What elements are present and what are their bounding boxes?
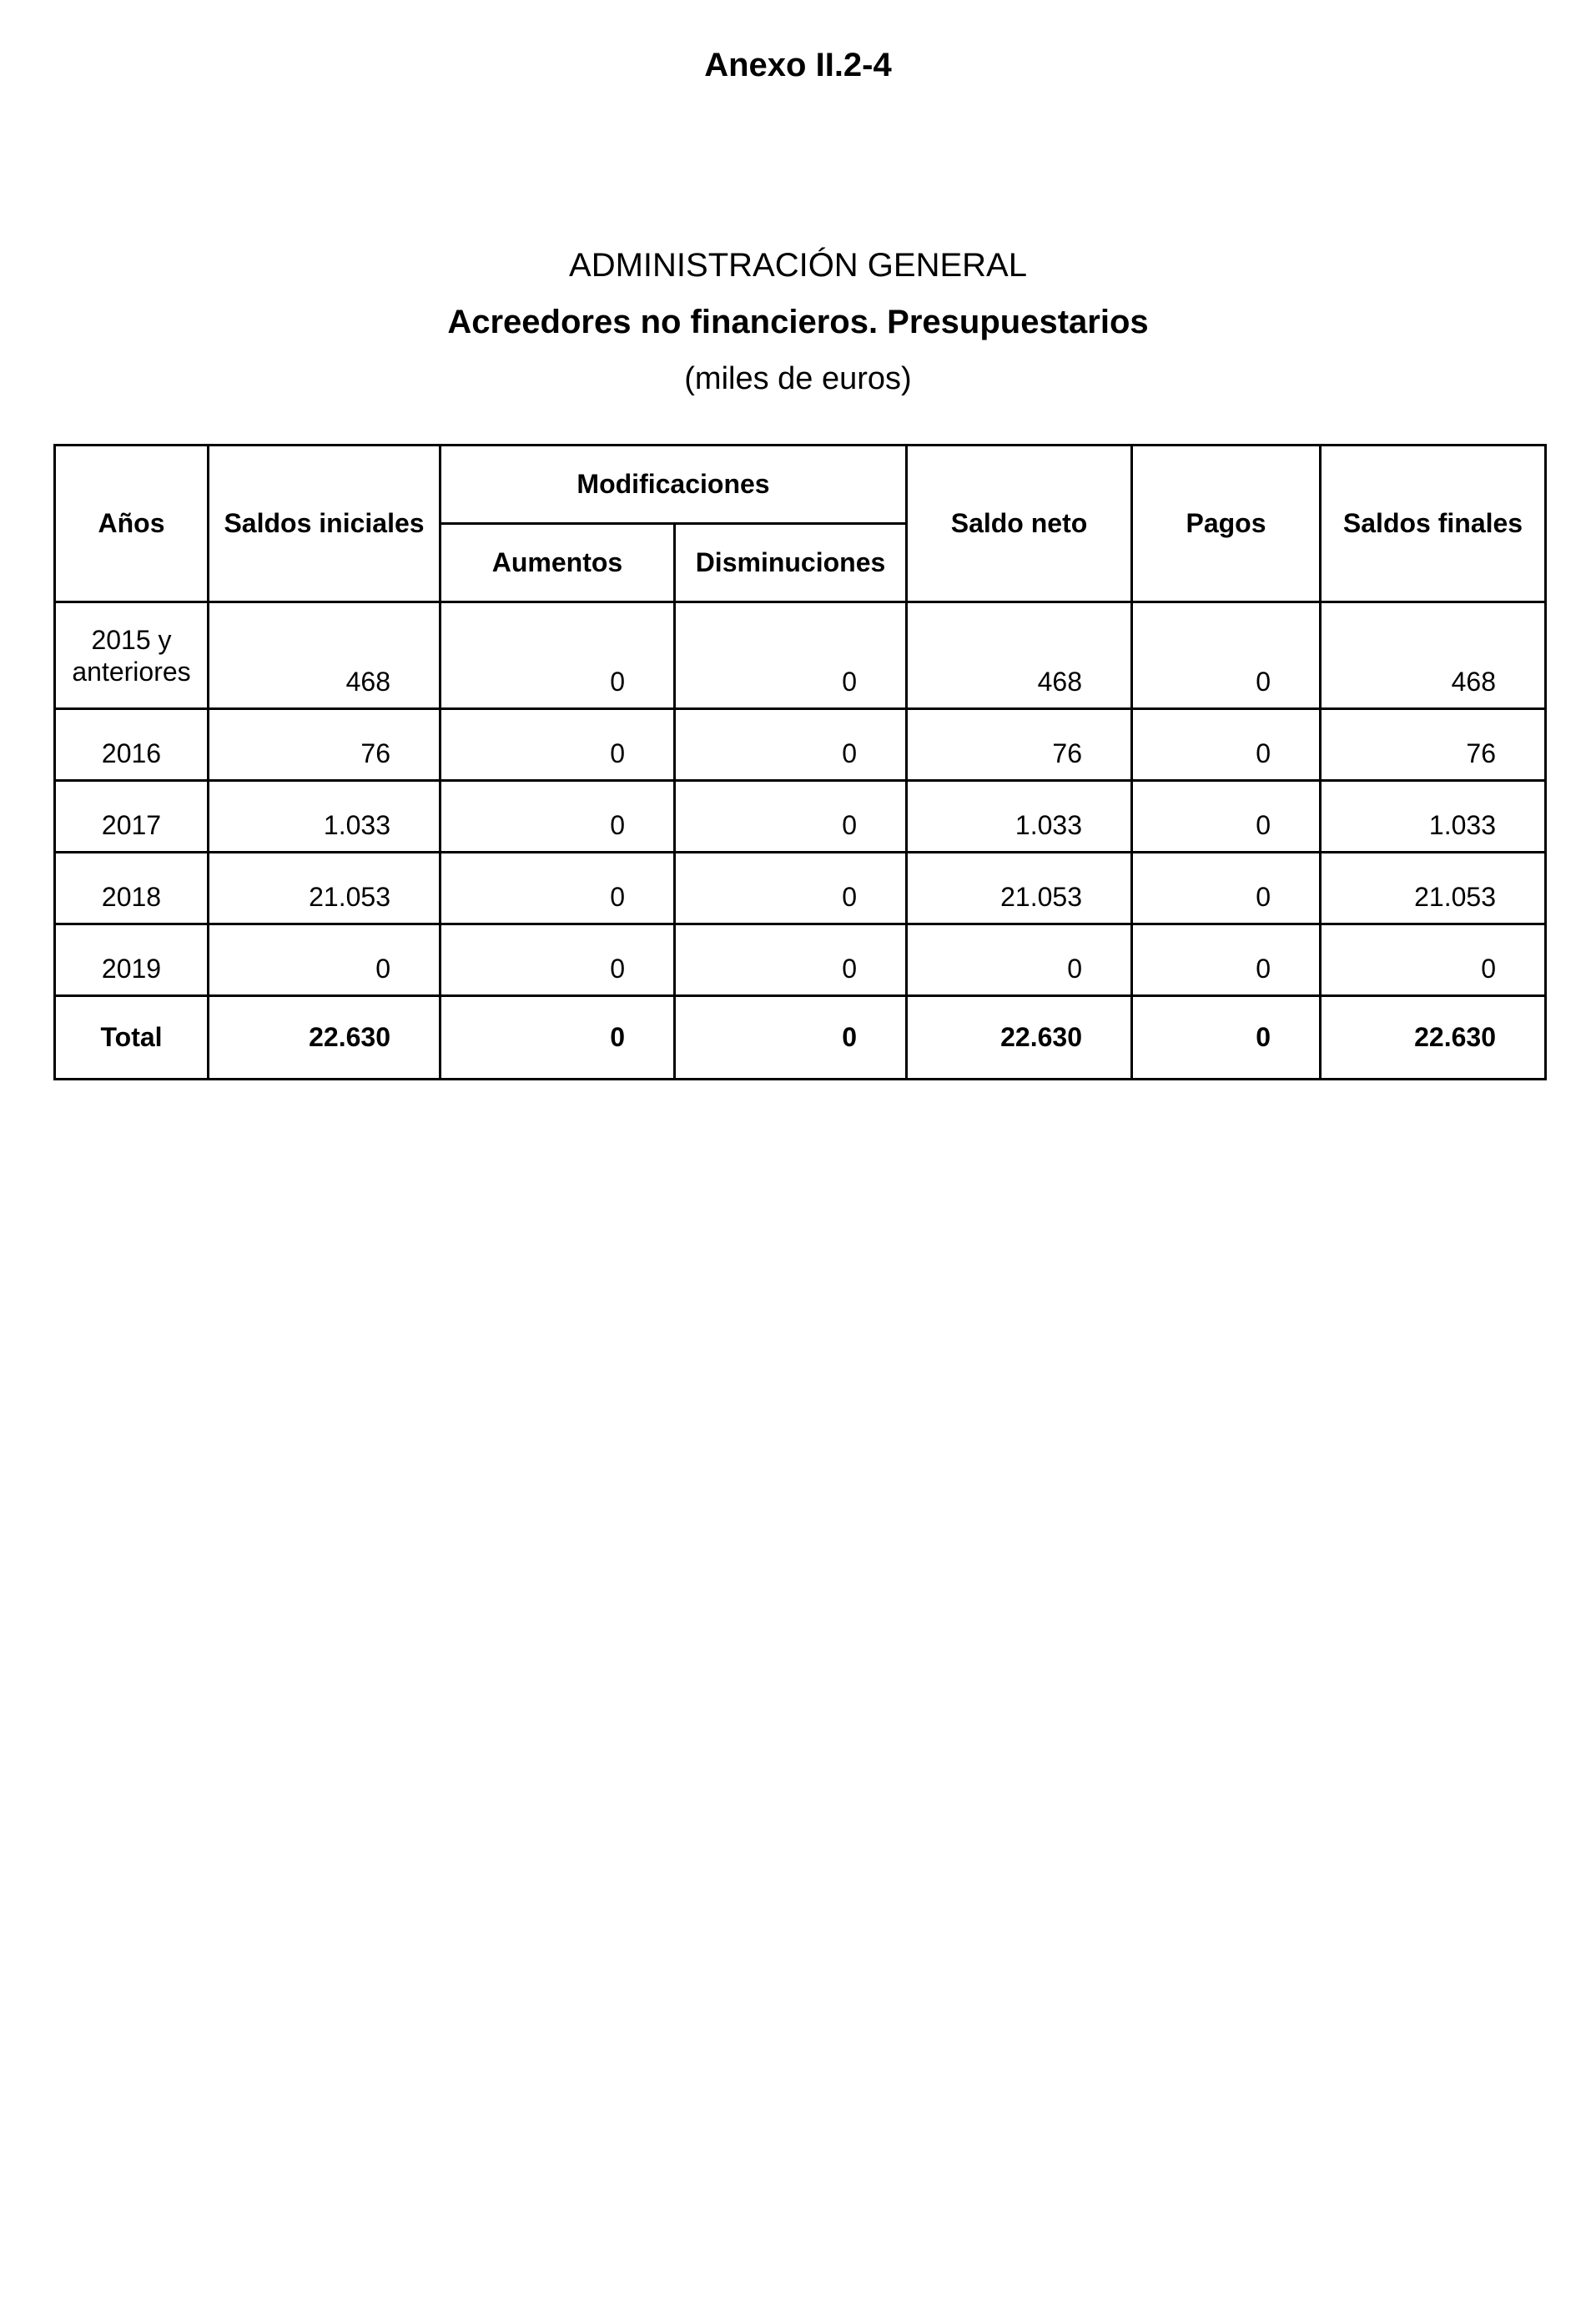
- increases-cell: 0: [441, 924, 675, 996]
- final-balance-cell: 0: [1321, 924, 1546, 996]
- net-balance-cell: 1.033: [907, 781, 1132, 853]
- increases-cell: 0: [441, 781, 675, 853]
- net-balance-cell: 76: [907, 709, 1132, 781]
- table-heading: [0, 242, 1596, 402]
- header-initial-balances: Saldos iniciales: [209, 446, 441, 602]
- total-row: [55, 996, 1546, 1080]
- header-increases: Aumentos: [441, 524, 675, 602]
- initial-balance-cell: 468: [209, 602, 441, 709]
- annex-title: Anexo II.2-4: [704, 47, 892, 83]
- year-cell: 2019: [55, 924, 209, 996]
- table-body: [55, 602, 1546, 1080]
- total-decreases: 0: [675, 996, 907, 1080]
- table-row: [55, 602, 1546, 709]
- increases-cell: 0: [441, 602, 675, 709]
- table-row: [55, 781, 1546, 853]
- total-final-balance: 22.630: [1321, 996, 1546, 1080]
- header-row-top: [55, 446, 1546, 524]
- year-label: 2015 y anteriores: [72, 624, 191, 687]
- decreases-cell: 0: [675, 853, 907, 924]
- creditors-table: [53, 444, 1547, 1080]
- final-balance-cell: 468: [1321, 602, 1546, 709]
- final-balance-cell: 76: [1321, 709, 1546, 781]
- decreases-cell: 0: [675, 602, 907, 709]
- initial-balance-cell: 76: [209, 709, 441, 781]
- initial-balance-cell: 0: [209, 924, 441, 996]
- payments-cell: 0: [1132, 709, 1321, 781]
- payments-cell: 0: [1132, 781, 1321, 853]
- heading-sub: Acreedores no financieros. Presupuestarios: [447, 304, 1149, 340]
- total-label: Total: [55, 996, 209, 1080]
- increases-cell: 0: [441, 709, 675, 781]
- final-balance-cell: 1.033: [1321, 781, 1546, 853]
- total-net-balance: 22.630: [907, 996, 1132, 1080]
- header-years: Años: [55, 446, 209, 602]
- total-payments: 0: [1132, 996, 1321, 1080]
- year-cell: 2018: [55, 853, 209, 924]
- final-balance-cell: 21.053: [1321, 853, 1546, 924]
- decreases-cell: 0: [675, 781, 907, 853]
- header-net-balance: Saldo neto: [907, 446, 1132, 602]
- increases-cell: 0: [441, 853, 675, 924]
- heading-units: (miles de euros): [684, 361, 912, 396]
- year-cell: 2016: [55, 709, 209, 781]
- decreases-cell: 0: [675, 924, 907, 996]
- year-cell: [55, 602, 209, 709]
- decreases-cell: 0: [675, 709, 907, 781]
- net-balance-cell: 468: [907, 602, 1132, 709]
- initial-balance-cell: 1.033: [209, 781, 441, 853]
- net-balance-cell: 0: [907, 924, 1132, 996]
- heading-main: ADMINISTRACIÓN GENERAL: [569, 247, 1027, 284]
- table-row: [55, 853, 1546, 924]
- table-row: [55, 924, 1546, 996]
- payments-cell: 0: [1132, 602, 1321, 709]
- initial-balance-cell: 21.053: [209, 853, 441, 924]
- header-payments: Pagos: [1132, 446, 1321, 602]
- table-row: [55, 709, 1546, 781]
- table-header: [55, 446, 1546, 602]
- total-initial-balance: 22.630: [209, 996, 441, 1080]
- total-increases: 0: [441, 996, 675, 1080]
- header-final-balances: Saldos finales: [1321, 446, 1546, 602]
- payments-cell: 0: [1132, 924, 1321, 996]
- header-decreases: Disminuciones: [675, 524, 907, 602]
- header-modifications: Modificaciones: [441, 446, 907, 524]
- payments-cell: 0: [1132, 853, 1321, 924]
- year-cell: 2017: [55, 781, 209, 853]
- net-balance-cell: 21.053: [907, 853, 1132, 924]
